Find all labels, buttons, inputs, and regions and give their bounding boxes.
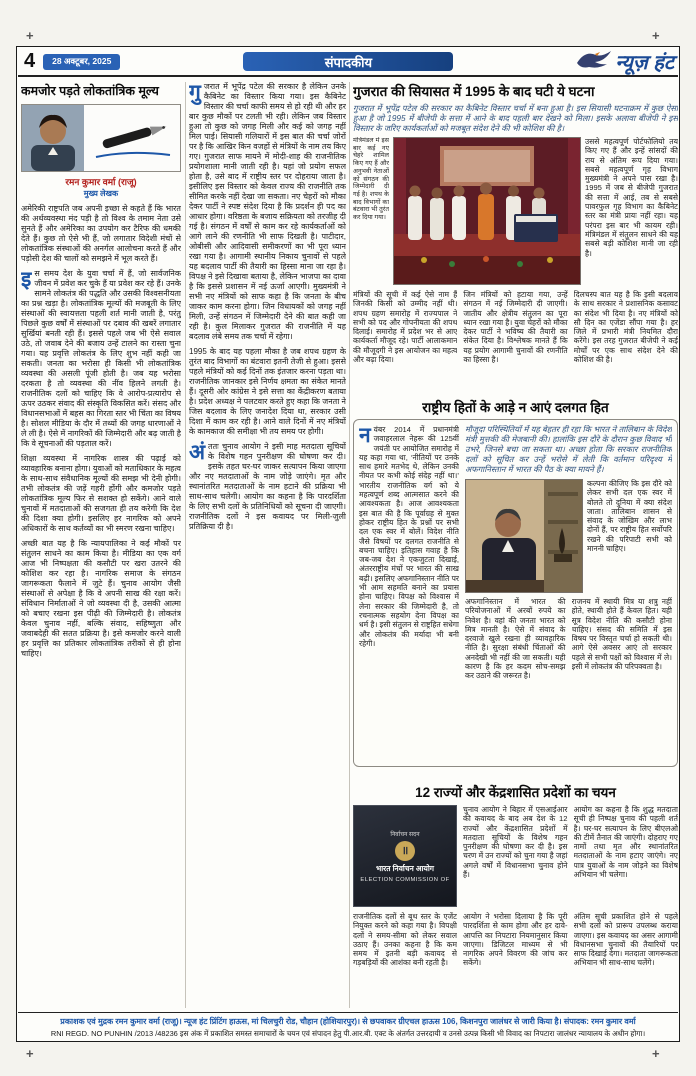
article-text-column: [359, 425, 459, 761]
swearing-ceremony-photo: [393, 137, 581, 285]
article-headline: 12 राज्यों और केंद्रशासित प्रदेशों का चयन: [415, 785, 616, 800]
publisher-line: प्रकाशक एवं मुद्रक रमन कुमार वर्मा (राजू)। न्यूज हंट प्रिंटिंग हाऊस, मां चिलचुरी रोड, चौहान (होशियारपुर)। से छपवाकर ग्रीएचल हाऊस 106, किशनपुरा जालंधर से जारी किया है। संपादक: रमन कुमार वर्मा: [60, 1017, 636, 1026]
logo-text-line: भारत निर्वाचन आयोग: [375, 863, 435, 873]
page-number: 4: [24, 50, 36, 72]
author-name: रमन कुमार वर्मा (राजू): [65, 177, 137, 187]
article-paragraph: [189, 442, 346, 532]
article-paragraph: 1995 के बाद यह पहला मौका है जब शपथ ग्रहण के तुरंत बाद विभागों का बंटवारा इतनी तेजी से हुआ। इससे पहले मंत्रियों को कई दिनों तक इंतजार करना पड़ता था। राजनीतिक जानकार इसे निर्णय क्षमता का संकेत मानते हैं। दूसरी ओर कांग्रेस ने इसे सत्ता का केंद्रीकरण बताया है। प्रदेश अध्यक्ष ने पलटवार करते हुए कहा कि जनता ने जिस बदलाव के लिए जनादेश दिया था, सरकार उसी दिशा में काम कर रही है। आने वाले दिनों में नए मंत्रियों के कामकाज की समीक्षा भी तय समय पर होगी।: [189, 347, 346, 436]
drop-cap: गु: [189, 82, 201, 104]
article-text-column: आयोग ने भरोसा दिलाया है कि पूरी पारदर्शिता से काम होगा और हर दावे-आपत्ति का निपटारा नियमानुसार किया जाएगा। डिजिटल माध्यम से भी नागरिक अपने विवरण की जांच कर सकेंगे।: [463, 912, 568, 968]
section-title: संपादकीय: [243, 52, 453, 71]
column-divider: [349, 82, 350, 1008]
imprint-footer: [18, 1012, 678, 1040]
emblem-icon: ॥: [395, 841, 415, 861]
article-headline: कमजोर पड़ते लोकतांत्रिक मूल्य: [21, 84, 159, 98]
crop-mark: +: [652, 1046, 660, 1061]
editorial-middle-column: [189, 82, 346, 1008]
author-role: मुख्य लेखक: [83, 189, 119, 198]
media-row: [465, 479, 672, 593]
article-paragraph: [21, 269, 181, 449]
paragraph-text: स समय देश के युवा चर्चा में हैं, जो सार्वजनिक जीवन में प्रवेश कर चुके हैं या प्रवेश कर रहे हैं। उनके सामने लोकतंत्र की पद्धति और उसकी विश्वसनीयता का प्रश्न खड़ा है। लोकतांत्रिक मूल्यों की मजबूती के लिए संस्थाओं की स्वायत्तता पहली शर्त मानी जाती है, परंतु पिछले कुछ वर्षों में संस्थाओं पर दबाव की खबरें लगातार सुर्खियां बनती रही हैं। इससे पहले जब भी ऐसे सवाल उठे, तो जवाब देने की बजाय उन्हें टालने का रास्ता चुना गया। यह प्रवृत्ति लोकतंत्र के लिए शुभ नहीं कही जा सकती। जनता का भरोसा ही किसी भी लोकतांत्रिक व्यवस्था की असली पूंजी होती है। जब यह भरोसा दरकता है तो व्यवस्था की नींव हिलने लगती है। राजनीतिक दलों को चाहिए कि वे आरोप-प्रत्यारोप से ऊपर उठकर संवाद की संस्कृति विकसित करें। संसद और विधानसभाओं में बहस का गिरता स्तर भी चिंता का विषय है। सोशल मीडिया के दौर में तथ्यों की जगह धारणाओं ने ले ली है। ऐसे में नागरिकों की जिम्मेदारी और बढ़ जाती है कि वे सूचनाओं की पड़ताल करें।: [21, 269, 181, 448]
article-text-column: अंतिम सूची प्रकाशित होने से पहले सभी दलों को प्रारूप उपलब्ध कराया जाएगा। इस कवायद का असर आगामी विधानसभा चुनावों की तैयारियों पर साफ दिखाई देगा। मतदाता जागरूकता अभियान भी साथ-साथ चलेंगे।: [573, 912, 678, 968]
crop-mark: +: [652, 28, 660, 43]
column-divider: [185, 82, 186, 1008]
article-intro: अमेरिकी राष्ट्रपति जब अपनी इच्छा से कहते हैं कि भारत की अर्थव्यवस्था मंद पड़ी है तो विश्व के तमाम नेता उसे सुनते हैं और अमेरिका का उपयोग कर टैरिफ की धमकी देते हैं। कुछ तो ऐसे भी हैं, जो लगातार विदेशी मंचों से लोकतांत्रिक संस्थाओं की अनर्गल आलोचना करते हैं और पड़ोसी देश की चालों को समझने में भूल करते हैं।: [21, 204, 181, 263]
eagle-logo-icon: [576, 48, 612, 75]
author-box: [21, 104, 181, 172]
article-text-column: आयोग का कहना है कि शुद्ध मतदाता सूची ही निष्पक्ष चुनाव की पहली शर्त है। घर-घर सत्यापन के लिए बीएलओ की टीमें तैनात की जाएंगी। दोहराए गए नामों तथा मृत और स्थानांतरित मतदाताओं के नाम हटाए जाएंगे। नए पात्र युवाओं के नाम जोड़ने का विशेष अभियान भी चलेगा।: [573, 805, 678, 880]
article-democratic-values: [21, 82, 181, 1008]
article-columns: [353, 290, 678, 390]
drop-cap: इ: [21, 268, 32, 291]
article-text-column: राजनीतिक दलों से बूथ स्तर के एजेंट नियुक्त करने को कहा गया है। विपक्षी दलों ने समय-सीमा को लेकर सवाल उठाए हैं। उनका कहना है कि कम समय में इतनी बड़ी कवायद से गड़बड़ियों की आशंका बनी रहती है।: [353, 912, 457, 968]
article-right-area: [465, 425, 672, 761]
article-text-column: चुनाव आयोग ने बिहार में एसआईआर की कवायद के बाद अब देश के 12 राज्यों और केंद्रशासित प्रदेशों में मतदाता सूचियों के विशेष गहन पुनरीक्षण की घोषणा कर दी है। इस चरण में उन राज्यों को चुना गया है जहां अगले वर्षों में विधानसभा चुनाव होने हैं।: [463, 805, 568, 880]
article-box: [353, 419, 678, 767]
article-paragraph: अच्छी बात यह है कि न्यायपालिका ने कई मौकों पर संतुलन साधने का काम किया है। मीडिया का एक वर्ग आज भी निष्पक्षता की कसौटी पर खरा उतरने की कोशिश कर रहा है। नागरिक समाज के संगठन जागरूकता फैलाने में जुटे हैं। चुनाव आयोग जैसी संस्थाओं से अपेक्षा है कि वे अपनी साख की रक्षा करें। संविधान निर्माताओं ने जो व्यवस्था दी है, उसकी आत्मा को बचाए रखना इस पीढ़ी की जिम्मेदारी है। लोकतंत्र केवल चुनाव नहीं, बल्कि संवाद, सहिष्णुता और जवाबदेही की सतत प्रक्रिया है। इसे कमजोर करने वाली हर प्रवृत्ति का प्रतिकार लोकतांत्रिक तरीकों से ही होना चाहिए।: [21, 539, 181, 658]
article-text-column: दिलचस्प बात यह है कि इसी बदलाव के साथ सरकार ने प्रशासनिक कसावट का संदेश भी दिया है। नए मंत्रियों को सौ दिन का एजेंडा सौंपा गया है। हर जिले में प्रभारी मंत्री नियमित दौरा करेंगे। इस तरह गुजरात बीजेपी ने कई मोर्चों पर एक साथ संदेश देने की कोशिश की है।: [573, 290, 678, 365]
article-columns: [353, 805, 678, 1005]
header-center: [120, 52, 576, 71]
article-paragraph: [189, 82, 346, 342]
paragraph-text: वंबर 2014 में प्रधानमंत्री जवाहरलाल नेहरू की 125वीं जयंती पर आयोजित समारोह में यह कहा गया था, ‘नीतियों पर उनके साथ हमारे मतभेद थे, लेकिन उनकी नीयत पर कभी कोई संदेह नहीं था।’ भारतीय राजनीतिक वर्ग को ये महत्वपूर्ण शब्द आत्मसात करने की आवश्यकता है। आज आवश्यकता इस बात की है कि पूर्वाग्रह से मुक्त होकर राष्ट्रीय हित के प्रश्नों पर सभी दल एक स्वर में बोलें। विदेश नीति जैसे विषयों पर दलगत राजनीति से बचना चाहिए। इतिहास गवाह है कि जब-जब देश ने एकजुटता दिखाई, अंतरराष्ट्रीय मंचों पर भारत की साख बढ़ी। इसलिए अफगानिस्तान नीति पर भी आम सहमति बनाने का प्रयास होना चाहिए। विपक्ष को विश्वास में लेना सरकार की जिम्मेदारी है, तो रचनात्मक सहयोग देना विपक्ष का धर्म है। इसी संतुलन से राष्ट्रहित सधेगा और लोकतंत्र की मर्यादा भी बनी रहेगी।: [359, 425, 459, 648]
media-row: [353, 137, 678, 285]
date-badge: 28 अक्टूबर, 2025: [43, 54, 120, 70]
paragraph-text: जरात में भूपेंद्र पटेल की सरकार है लेकिन उनके कैबिनेट का विस्तार किया गया। इस कैबिनेट विस्तार की चर्चा काफी समय से हो रही थी और हर बार कुछ मौकों पर टलती भी रही। लेकिन जब विस्तार हुआ तो कुछ को जगह मिली और कई को जगह नहीं मिल पाई। सियासी गलियारों में इस बात की चर्चा जोरों पर है कि आखिर किन वजहों से मंत्रियों के नाम तय किए गए। गुजरात साफ मायने में मोदी-शाह की राजनीतिक प्रयोगशाला मानी जाती रही है। यहां जो प्रयोग सफल होता है, उसे बाद में राष्ट्रीय स्तर पर दोहराया जाता है। इसीलिए इस विस्तार को केवल राज्य की राजनीति तक सीमित करके नहीं देखा जा सकता। नए चेहरों को मौका देकर पार्टी ने स्पष्ट संदेश दिया है कि प्रदर्शन ही पद का आधार होगा। वरिष्ठता के बजाय सक्रियता को तरजीह दी गई है। संगठन में वर्षों से काम कर रहे कार्यकर्ताओं को आगे लाने की रणनीति भी साफ दिखती है। पाटीदार, ओबीसी और आदिवासी समीकरणों का भी पूरा ध्यान रखा गया है। आगामी स्थानीय निकाय चुनावों से पहले यह बदलाव पार्टी की तैयारी का हिस्सा माना जा रहा है। विपक्ष ने इसे दिखावा बताया है, लेकिन भाजपा का दावा है कि इससे प्रशासन में नई ऊर्जा आएगी। मुख्यमंत्री ने सभी नए मंत्रियों को साफ कहा है कि जनता के बीच जाकर काम करना होगा। जिन विधायकों को जगह नहीं मिली, उन्हें संगठन में जिम्मेदारी देने की बात कही जा रही है। कुल मिलाकर गुजरात की राजनीति में यह बदलाव लंबे समय तक चर्चा में रहेगा।: [189, 82, 346, 341]
article-text-column: राजनय में स्थायी मित्र या शत्रु नहीं होते, स्थायी होते हैं केवल हित। यही सूत्र विदेश नीति की कसौटी होना चाहिए। संसद की समिति में इस विषय पर विस्तृत चर्चा हो सकती थी। आगे ऐसे अवसर आएं तो सरकार पहले से सभी पक्षों को विश्वास में ले। इसी में लोकतंत्र की परिपक्वता है।: [571, 597, 672, 672]
drop-cap: अं: [189, 441, 206, 464]
article-text-column: मंत्रिमंडल में इस बार कई नए चेहरे शामिल किए गए हैं और अनुभवी नेताओं को संगठन की जिम्मेदारी दी गई है। शपथ के बाद विभागों का बंटवारा भी तुरंत कर दिया गया।: [353, 137, 389, 222]
masthead-title: न्यूज़ हंट: [615, 52, 674, 74]
article-national-interest: [353, 398, 678, 775]
author-photo: [22, 105, 84, 171]
article-gujarat-politics: [353, 82, 678, 394]
logo-text-line: निर्वाचन सदन: [390, 831, 420, 838]
masthead: [576, 48, 674, 75]
election-commission-photo: [353, 805, 457, 907]
article-text-column: जिन मंत्रियों को हटाया गया, उन्हें संगठन में नई जिम्मेदारी दी जाएगी। जातीय और क्षेत्रीय संतुलन का पूरा ध्यान रखा गया है। युवा चेहरों को मौका देकर पार्टी ने भविष्य की तैयारी का संकेत दिया है। विश्लेषक मानते हैं कि यह प्रयोग आगामी चुनावों की रणनीति का हिस्सा है।: [463, 290, 568, 365]
article-intro: गुजरात में भूपेंद्र पटेल की सरकार का कैबिनेट विस्तार चर्चा में बना हुआ है। इस सियासी घटनाक्रम में कुछ ऐसा हुआ है जो 1995 में बीजेपी के सत्ता में आने के बाद पहली बार देखने को मिला। इसके अलावा बीजेपी ने इस विस्तार के जरिए कार्यकर्ताओं को मजबूत संदेश देने की भी कोशिश की है।: [353, 104, 678, 133]
interview-photo: [465, 479, 583, 593]
rni-line: RNI REGD. NO PUNHIN /2013 /48236 इस अंक में प्रकाशित समस्त समाचारों के चयन एवं संपादन हेतु पी.आर.बी. एक्ट के अंतर्गत उत्तरदायी व उनसे उत्पन्न किसी भी विवाद का निपटारा जालंधर न्यायालय के अधीन होगा।: [50, 1029, 646, 1038]
article-text-column: अफगानिस्तान में भारत की परियोजनाओं में अरबों रुपये का निवेश है। वहां की जनता भारत को मित्र मानती है। ऐसे में संवाद के दरवाजे खुले रखना ही व्यावहारिक नीति है। सुरक्षा संबंधी चिंताओं की अनदेखी भी नहीं की जा सकती। यही कारण है कि हर कदम सोच-समझ कर उठाने की जरूरत है।: [465, 597, 566, 681]
article-columns: [465, 597, 672, 761]
crop-mark: +: [26, 1046, 34, 1061]
article-states-selection: [353, 783, 678, 1011]
drop-cap: न: [359, 425, 371, 447]
article-text-column: कल्पना कीजिए कि इस दौरे को लेकर सभी दल एक स्वर में बोलते तो दुनिया में क्या संदेश जाता। तालिबान शासन से संवाद के जोखिम और लाभ दोनों हैं, पर राष्ट्रीय हित सर्वोपरि रखने की परिपाटी सभी को माननी चाहिए।: [587, 479, 672, 554]
page-header: [18, 48, 678, 77]
article-headline: राष्ट्रीय हितों के आड़े न आएं दलगत हित: [422, 400, 609, 415]
article-headline: गुजरात की सियासत में 1995 के बाद घटी ये घटना: [353, 84, 595, 99]
article-paragraph: शिक्षा व्यवस्था में नागरिक शास्त्र की पढ़ाई को व्यावहारिक बनाना होगा। युवाओं को मताधिकार के महत्व के साथ-साथ संवैधानिक मूल्यों की समझ भी देनी होगी। तभी लोकतंत्र की जड़ें गहरी होंगी और कमजोर पड़ते लोकतांत्रिक मूल्य फिर से सशक्त हो सकेंगे। आने वाले चुनावों में मतदाताओं की सजगता ही तय करेगी कि देश की दिशा क्या होगी। इसलिए हर नागरिक को अपने अधिकारों के साथ कर्तव्यों का भी स्मरण रखना चाहिए।: [21, 454, 181, 533]
article-intro: मौजूदा परिस्थितियों में यह बेहतर ही रहा कि भारत ने तालिबान के विदेश मंत्री मुत्तकी की मेजबानी की। हालांकि इस दौरे के दौरान कुछ विवाद भी उभरे, जिनसे बचा जा सकता था। अच्छा होता कि सरकार राजनीतिक दलों को सूचित कर उन्हें भरोसे में लेती कि वर्तमान परिदृश्य में अफगानिस्तान में भारत की पैठ के क्या मायने हैं।: [465, 425, 672, 474]
logo-text-line: ELECTION COMMISSION OF: [360, 876, 450, 883]
article-text-column: मंत्रियों की सूची में कई ऐसे नाम हैं जिनकी किसी को उम्मीद नहीं थी। शपथ ग्रहण समारोह में राज्यपाल ने सभी को पद और गोपनीयता की शपथ दिलाई। समारोह में प्रदेश भर से आए कार्यकर्ता मौजूद रहे। पार्टी आलाकमान की मौजूदगी ने इस आयोजन का महत्व और बढ़ा दिया।: [353, 290, 458, 365]
paragraph-text: ततः चुनाव आयोग ने इसी माह मतदाता सूचियों के विशेष गहन पुनरीक्षण की घोषणा कर दी। इसके तहत घर-घर जाकर सत्यापन किया जाएगा और नए मतदाताओं के नाम जोड़े जाएंगे। मृत और स्थानांतरित मतदाताओं के नाम हटाने की प्रक्रिया भी साथ-साथ चलेगी। आयोग का कहना है कि पारदर्शिता के लिए सभी दलों के प्रतिनिधियों को सूचना दी जाएगी। राजनीतिक दलों ने इस कवायद पर मिली-जुली प्रतिक्रिया दी है।: [189, 442, 346, 531]
pen-illustration: [84, 105, 180, 171]
crop-mark: +: [26, 28, 34, 43]
article-text-column: उससे महत्वपूर्ण पोर्टफोलियो तय किए गए हैं और इन्हें सांसदों की राय से अंतिम रूप दिया गया। सबसे महत्वपूर्ण गृह विभाग मुख्यमंत्री ने अपने पास रखा है। 1995 में जब से बीजेपी गुजरात की सत्ता में आई, तब से सबसे पावरफुल गृह विभाग का कैबिनेट स्तर का मंत्री प्रायः नहीं रहा। यह परंपरा इस बार भी कायम रही। मंत्रिमंडल में संतुलन साधने की यह सबसे बड़ी कोशिश मानी जा रही है।: [585, 137, 678, 258]
